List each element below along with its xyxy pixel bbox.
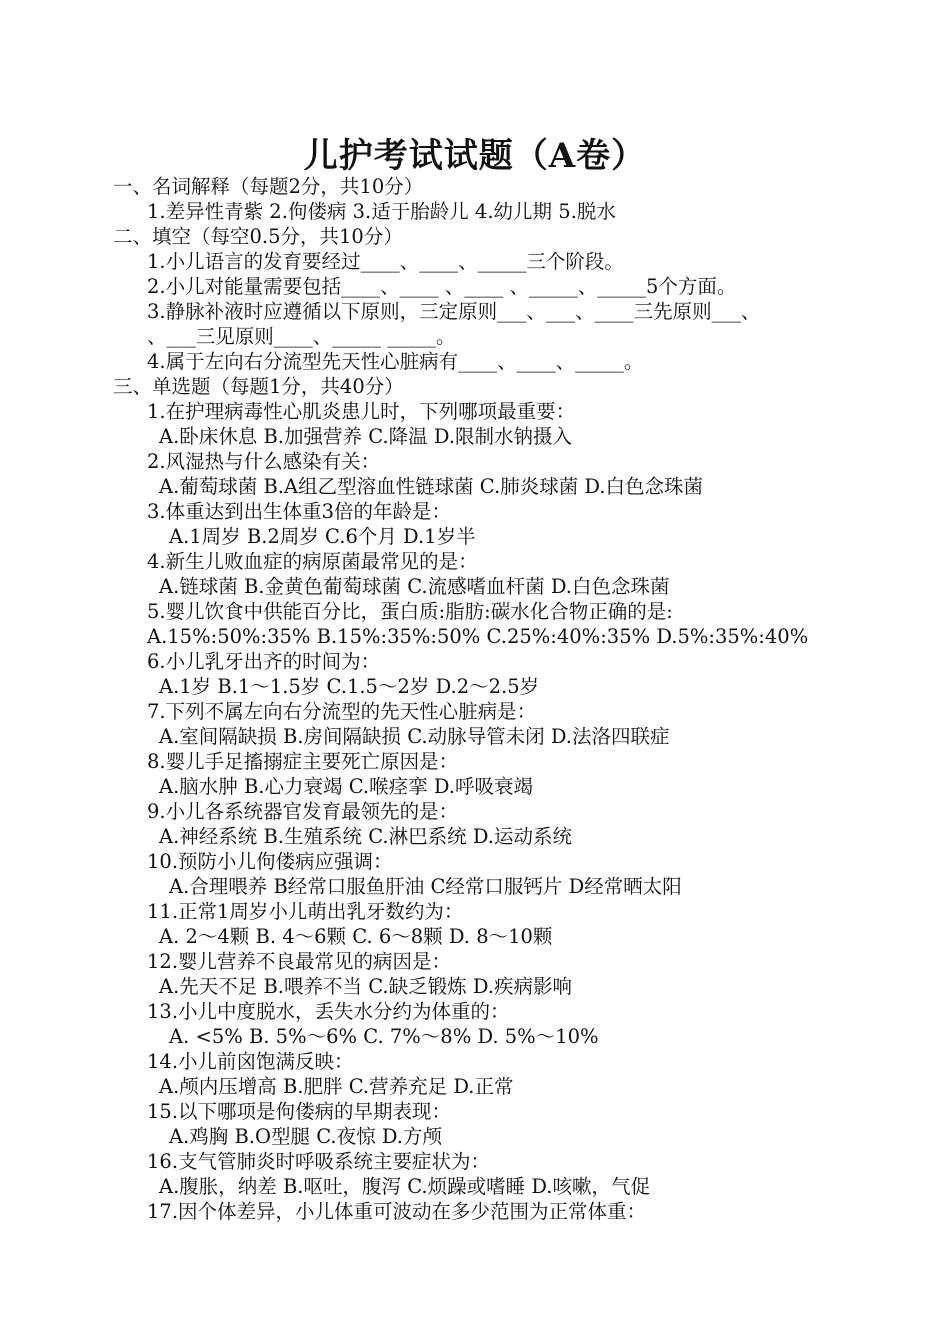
question-text: 1.小儿语言的发育要经过____、____、_____三个阶段。 — [147, 250, 624, 273]
question-text: 5.婴儿饮食中供能百分比，蛋白质:脂肪:碳水化合物正确的是: — [147, 600, 673, 623]
question-text: 8.婴儿手足搐搦症主要死亡原因是： — [147, 750, 459, 773]
question-text: 2.风湿热与什么感染有关： — [147, 450, 381, 473]
question-text: 6.小儿乳牙出齐的时间为： — [147, 650, 381, 673]
answer-options: A.1岁 B.1～1.5岁 C.1.5～2岁 D.2～2.5岁 — [159, 675, 540, 698]
question-text: 3.体重达到出生体重3倍的年龄是： — [147, 500, 452, 523]
question-text: 4.属于左向右分流型先天性心脏病有____、____、_____。 — [147, 350, 644, 373]
question-text: 12.婴儿营养不良最常见的病因是： — [147, 950, 452, 973]
answer-options: A.链球菌 B.金黄色葡萄球菌 C.流感嗜血杆菌 D.白色念珠菌 — [159, 575, 670, 598]
answer-options: A.腹胀，纳差 B.呕吐，腹泻 C.烦躁或嗜睡 D.咳嗽，气促 — [159, 1175, 650, 1198]
question-text: 1.在护理病毒性心肌炎患儿时，下列哪项最重要： — [147, 400, 576, 423]
question-text: 3.静脉补液时应遵循以下原则，三定原则___、___、____三先原则___、 — [147, 300, 761, 323]
answer-options: A.15%:50%:35% B.15%:35%:50% C.25%:40%:35% D.5%:35%:40% — [147, 625, 809, 648]
section-heading: 三、单选题（每题1分，共40分） — [113, 375, 404, 398]
answer-options: A.合理喂养 B经常口服鱼肝油 C经常口服钙片 D经常晒太阳 — [169, 875, 682, 898]
section-heading: 一、名词解释（每题2分，共10分） — [113, 175, 424, 198]
answer-options: A.先天不足 B.喂养不当 C.缺乏锻炼 D.疾病影响 — [159, 975, 572, 998]
answer-options: A.卧床休息 B.加强营养 C.降温 D.限制水钠摄入 — [159, 425, 572, 448]
question-text: 7.下列不属左向右分流型的先天性心脏病是： — [147, 700, 537, 723]
answer-options: A.颅内压增高 B.肥胖 C.营养充足 D.正常 — [159, 1075, 514, 1098]
question-text: 10.预防小儿佝偻病应强调： — [147, 850, 393, 873]
answer-options: A. <5% B. 5%～6% C. 7%～8% D. 5%～10% — [169, 1025, 599, 1048]
exam-title: 儿护考试试题（A卷） — [303, 136, 647, 176]
question-text: 11.正常1周岁小儿萌出乳牙数约为： — [147, 900, 464, 923]
question-text: 14.小儿前囟饱满反映： — [147, 1050, 354, 1073]
question-text: 2.小儿对能量需要包括____、____ 、____ 、_____、_____5个方面。 — [147, 275, 737, 298]
question-text: 4.新生儿败血症的病原菌最常见的是： — [147, 550, 478, 573]
answer-options: 、___三见原则____、_____ _____。 — [147, 325, 456, 348]
question-text: 15.以下哪项是佝偻病的早期表现： — [147, 1100, 452, 1123]
question-text: 17.因个体差异，小儿体重可波动在多少范围为正常体重： — [147, 1200, 647, 1223]
answer-options: A.鸡胸 B.O型腿 C.夜惊 D.方颅 — [169, 1125, 442, 1148]
section-heading: 二、填空（每空0.5分，共10分） — [113, 225, 403, 248]
question-text: 16.支气管肺炎时呼吸系统主要症状为： — [147, 1150, 491, 1173]
answer-options: A.脑水肿 B.心力衰竭 C.喉痉挛 D.呼吸衰竭 — [159, 775, 533, 798]
answer-options: A.神经系统 B.生殖系统 C.淋巴系统 D.运动系统 — [159, 825, 572, 848]
answer-options: A. 2～4颗 B. 4～6颗 C. 6～8颗 D. 8～10颗 — [159, 925, 553, 948]
answer-options: A.1周岁 B.2周岁 C.6个月 D.1岁半 — [169, 525, 476, 548]
question-text: 9.小儿各系统器官发育最领先的是： — [147, 800, 459, 823]
question-text: 1.差异性青紫 2.佝偻病 3.适于胎龄儿 4.幼儿期 5.脱水 — [147, 200, 616, 223]
answer-options: A.葡萄球菌 B.A组乙型溶血性链球菌 C.肺炎球菌 D.白色念珠菌 — [159, 475, 704, 498]
question-text: 13.小儿中度脱水，丢失水分约为体重的： — [147, 1000, 510, 1023]
answer-options: A.室间隔缺损 B.房间隔缺损 C.动脉导管未闭 D.法洛四联症 — [159, 725, 670, 748]
